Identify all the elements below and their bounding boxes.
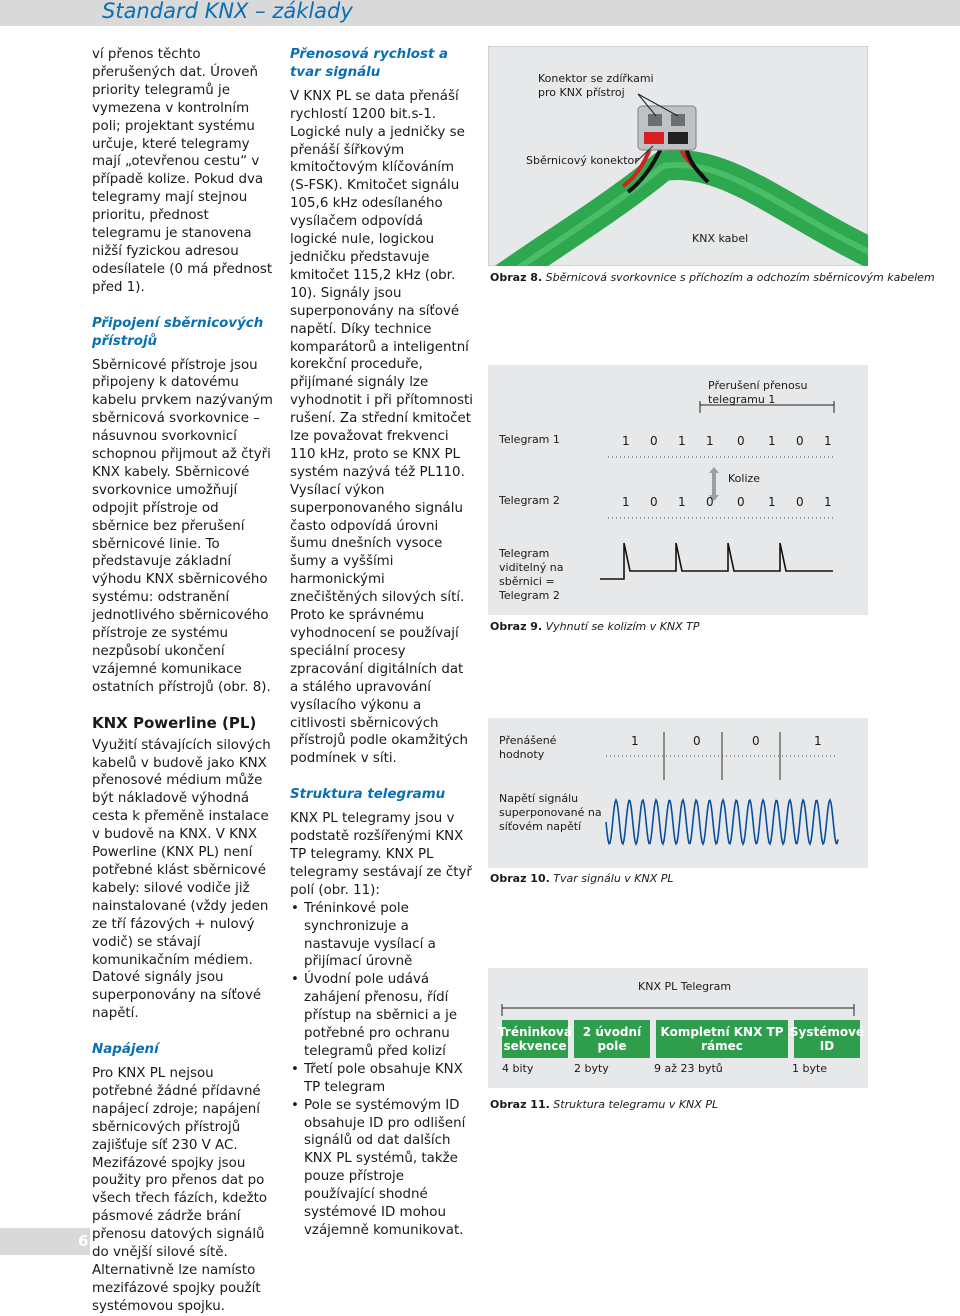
bit-value: 1: [824, 434, 832, 448]
label-transmitted-values: Přenášené hodnoty: [499, 734, 557, 761]
list-item: • Třetí pole obsahuje KNX TP telegram: [290, 1061, 474, 1097]
field-size: 1 byte: [792, 1062, 828, 1075]
bit-value: 0: [693, 734, 701, 748]
bit-value: 0: [796, 495, 804, 509]
field-size: 9 až 23 bytů: [654, 1062, 723, 1075]
text-column-2: [290, 46, 474, 1240]
paragraph-intro: ví přenos těchto přerušených dat. Úroveň priority telegramů je vymezena v kontrolním poli; projektant systému určuje, které telegramy mají „otevřenou cestu“ v případě kolize. Pokud dva telegramy mají stejnou prioritu, přednost telegramu je stanovena nižší fyzickou adresou odesílatele (0 má přednost před 1).: [92, 47, 273, 295]
label-telegram-1: Telegram 1: [499, 433, 560, 446]
bit-value: 1: [768, 495, 776, 509]
telegram-title: KNX PL Telegram: [638, 980, 732, 993]
label-collision: Kolize: [728, 472, 761, 485]
figure-signal-shape: [488, 718, 868, 868]
text-column-1: [92, 46, 274, 1316]
bit-value: 0: [737, 495, 745, 509]
heading-bus-connection: Připojení sběrnicových přístrojů: [92, 315, 264, 349]
label-visible-telegram: Telegram viditelný na sběrnici = Telegram 2: [499, 547, 564, 602]
paragraph-transfer-rate: V KNX PL se data přenáší rychlostí 1200 bit.s-1. Logické nuly a jedničky se přenáší šířkovým kmitočtovým klíčováním (S-FSK). Kmitočet signálu 105,6 kHz odesílaného vysílačem odpovídá logické nule, logickou jedničku představuje kmitočet 115,2 kHz (obr. 10). Signály jsou superponovány na síťové napětí. Díky technice komparátorů a inteligentní korekční proceduře, přijímané signály lze vyhodnotit i při přítomnosti rušení. Za střední kmitočet lze považovat frekvenci 110 kHz, proto se KNX PL systém nazývá též PL110. Vysílací výkon superponovaného signálu často odpovídá úrovni šumu dnešních vysoce šumy a vyššími harmonickými znečištěných silových sítí. Proto ke správnému vyhodnocení se používají speciální procesy zpracování digitálních dat a stálého upravování vysílacího výkonu a citlivosti sběrnicových přístrojů podle okamžitých podmínek v síti.: [290, 88, 473, 767]
label-signal-voltage: Napětí signálu superponované na síťovém napětí: [499, 792, 602, 833]
list-item: • Pole se systémovým ID obsahuje ID pro odlišení signálů od dat dalších KNX PL systémů, takže pouze přístroje používající shodné systémové ID mohou vzájemně komunikovat.: [290, 1097, 474, 1240]
bit-value: 0: [650, 495, 658, 509]
caption-fig8-number: Obraz 8.: [490, 271, 543, 284]
bit-value: 1: [824, 495, 832, 509]
bit-value: 1: [706, 434, 714, 448]
label-telegram-2: Telegram 2: [499, 494, 560, 507]
heading-powerline: KNX Powerline (PL): [92, 713, 257, 732]
figure-bus-terminal: [488, 46, 868, 266]
field-tp-frame: Kompletní KNX TP rámec: [656, 1020, 788, 1058]
caption-fig10: [490, 872, 674, 885]
field-system-id: Systémové ID: [794, 1020, 860, 1058]
field-size: 2 byty: [574, 1062, 609, 1075]
label-transfer-break: Přerušení přenosu telegramu 1: [708, 379, 808, 406]
heading-telegram-structure: Struktura telegramu: [290, 787, 446, 803]
bit-value: 0: [796, 434, 804, 448]
page-number-band: [0, 1228, 90, 1255]
label-connector-holes: Konektor se zdířkami pro KNX přístroj: [538, 72, 654, 99]
paragraph-bus-connection: Sběrnicové přístroje jsou připojeny k datovému kabelu prvkem nazývaným sběrnicová svorkovnice – násuvnou svorkovnicí schopnou přijmout až čtyři KNX kabely. Sběrnicové svorkovnice umožňují odpojit přístroje od sběrnice bez přerušení sběrnicové linie. To představuje základní výhodu KNX sběrnicového systému: odstranění jednotlivého sběrnicového přístroje ze systému nezpůsobí ukončení vzájemné komunikace ostatních přístrojů (obr. 8).: [92, 357, 273, 695]
caption-fig9-number: Obraz 9.: [490, 620, 543, 633]
caption-fig11-number: Obraz 11.: [490, 1098, 550, 1111]
page-title: Standard KNX – základy: [102, 0, 353, 23]
caption-fig10-text: Tvar signálu v KNX PL: [553, 872, 674, 885]
bit-value: 0: [706, 495, 714, 509]
list-item: • Úvodní pole udává zahájení přenosu, řídí přístup na sběrnici a je potřebné pro ochranu telegramů před kolizí: [290, 971, 474, 1061]
bit-value: 1: [622, 434, 630, 448]
list-item: • Tréninkové pole synchronizuje a nastavuje vysílací a přijímací úrovně: [290, 900, 474, 972]
bit-value: 1: [678, 495, 686, 509]
bit-value: 0: [650, 434, 658, 448]
bit-value: 1: [622, 495, 630, 509]
bit-value: 0: [752, 734, 760, 748]
field-training-sequence: Tréninková sekvence: [502, 1020, 568, 1058]
heading-power-supply: Napájení: [92, 1042, 159, 1058]
page-number: 6: [78, 1232, 89, 1250]
bit-value: 1: [768, 434, 776, 448]
caption-fig9-text: Vyhnutí se kolizím v KNX TP: [545, 620, 700, 633]
bit-value: 0: [737, 434, 745, 448]
field-list: [290, 900, 474, 1240]
bit-value: 1: [814, 734, 822, 748]
label-bus-connector: Sběrnicový konektor: [526, 154, 639, 167]
bit-value: 1: [631, 734, 639, 748]
paragraph-power-supply: Pro KNX PL nejsou potřebné žádné přídavné napájecí zdroje; napájení sběrnicových přístrojů zajišťuje síť 230 V AC. Mezifázové spojky jsou použity pro přenos dat po všech třech fázích, kdežto pásmové zádrže brání přenosu datových signálů do vnější silové sítě. Alternativně lze namísto mezifázové spojky použít systémovou spojku.: [92, 1066, 268, 1314]
field-preamble: 2 úvodní pole: [574, 1020, 650, 1058]
bit-value: 1: [678, 434, 686, 448]
figure-collision: [488, 365, 868, 615]
label-knx-cable: KNX kabel: [692, 232, 749, 245]
caption-fig11-text: Struktura telegramu v KNX PL: [553, 1098, 719, 1111]
heading-transfer-rate: Přenosová rychlost a tvar signálu: [290, 47, 449, 80]
page-header: [0, 0, 960, 26]
caption-fig9: [490, 620, 700, 633]
paragraph-powerline: Využití stávajících silových kabelů v budově jako KNX přenosové médium může být nákladově výhodná cesta k přeměně instalace v budově na KNX. V KNX Powerline (KNX PL) není potřebné klást sběrnicové kabely: silové vodiče již nainstalované (vždy jeden ze tří fázových + nulový vodič) se stávají komunikačním médiem. Datové signály jsou superponovány na síťové napětí.: [92, 737, 271, 1022]
caption-fig10-number: Obraz 10.: [490, 872, 550, 885]
paragraph-telegram-structure: KNX PL telegramy jsou v podstatě rozšířenými KNX TP telegramy. KNX PL telegramy sestávají ze čtyř polí (obr. 11):: [290, 811, 472, 898]
caption-fig8-text: Sběrnicová svorkovnice s příchozím a odchozím sběrnicovým kabelem: [545, 271, 935, 284]
caption-fig8: [490, 271, 935, 284]
caption-fig11: [490, 1098, 718, 1111]
field-size: 4 bity: [502, 1062, 534, 1075]
